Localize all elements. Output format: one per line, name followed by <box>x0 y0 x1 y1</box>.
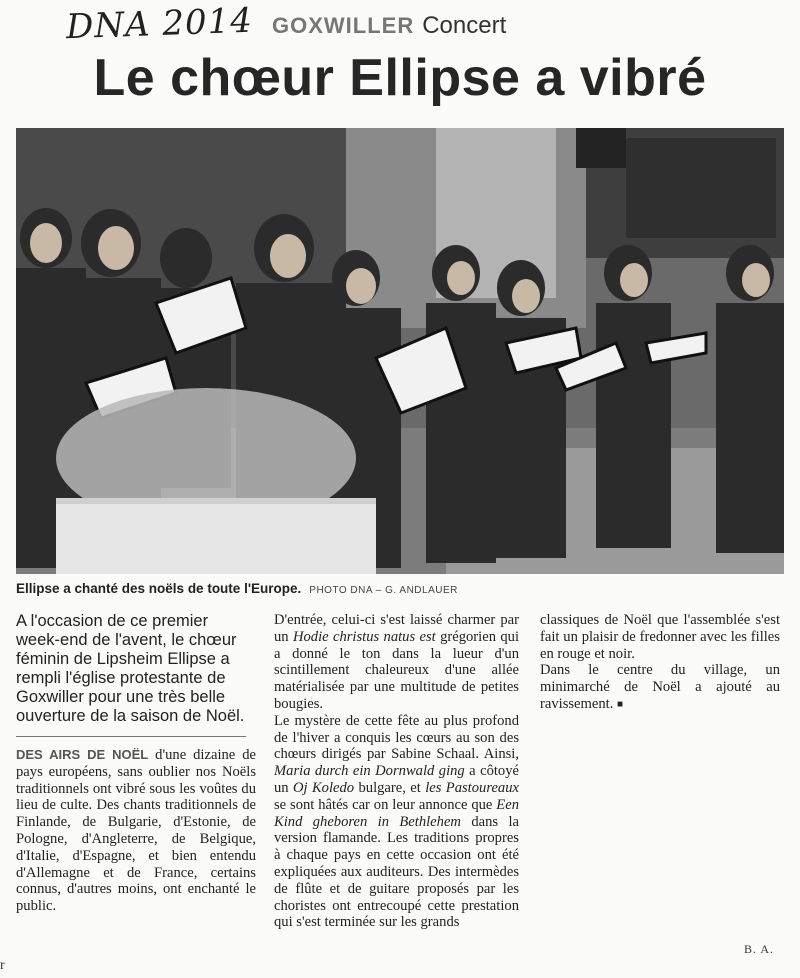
p3-text-b: a côtoyé un <box>274 763 519 796</box>
photo-credit: PHOTO DNA – G. ANDLAUER <box>309 585 458 596</box>
article-column-3 <box>540 612 780 714</box>
continued-text: plaisir <box>577 628 619 645</box>
article-paragraph-4 <box>540 662 780 713</box>
article-column-1 <box>16 612 256 915</box>
p2-text-a: D'entrée, celui-ci s'est laissé charmer par un <box>274 612 519 645</box>
continued-text: noir. <box>604 645 635 662</box>
continued-text: classiques <box>540 612 600 628</box>
article-kicker <box>272 12 506 40</box>
continued-text: s'est <box>750 612 780 628</box>
article-paragraph-1 <box>16 747 256 915</box>
p3-text-a: Le mystère de cette fête au plus profond de l'hiver a conquis les cœurs au son des chœurs dirigés par Sabine Schaal. Ainsi, <box>274 712 519 763</box>
continued-text: de <box>618 628 636 645</box>
continued-text: et <box>590 645 605 662</box>
p3-text-c: bulgare, et <box>354 779 426 796</box>
p3-text-d: se sont hâtés car on leur annonce que <box>274 796 497 813</box>
continued-text: l'assemblée <box>678 612 751 628</box>
p3-song-title-2: Oj Koledo <box>292 779 355 796</box>
p4-text: Dans le centre du village, un minimarché de Noël a ajouté au ravissement. <box>540 662 780 712</box>
p3-song-title-4: Een Kind gheboren in Bethlehem <box>274 796 519 830</box>
continued-text: un <box>559 628 578 645</box>
kicker-section: Concert <box>422 12 507 39</box>
end-mark-icon: ■ <box>617 698 624 710</box>
continued-text: de <box>599 612 619 628</box>
choir-photo-illustration <box>16 128 784 574</box>
continued-text: en <box>540 645 554 662</box>
p3-song-title-1: Maria durch ein Dornwald ging <box>274 763 465 780</box>
choir-photo <box>16 128 784 574</box>
photo-caption <box>16 580 458 598</box>
paragraph-1-text: d'une dizaine de pays européens, sans oublier nos Noëls traditionnels ont vibré sous les voûtes du lieu de culte. Des chants traditionnels de Finlande, de Bulgarie, d'Estonie, de Pologne, d'Angleterre, de Belgique, d'Italie, d'Espagne, et bien entendu d'Allemagne et de France, certains connus, d'autres moins, ont enchanté le public. <box>16 747 256 915</box>
article-column-2 <box>274 612 519 931</box>
continued-text: filles <box>746 628 780 645</box>
continued-paragraph <box>540 612 780 662</box>
edge-mark: r <box>0 958 5 973</box>
continued-text: Noël <box>618 612 652 628</box>
continued-text: rouge <box>553 645 591 662</box>
continued-text: fait <box>540 628 560 645</box>
p2-text-b: grégorien qui a donné le ton dans la lueur d'un scintillement chaleureux d'une allée matérialisée par une multitude de petites bougies. <box>274 628 519 712</box>
continued-text: fredonner <box>635 628 697 645</box>
p2-song-title: Hodie christus natus est <box>292 628 436 645</box>
continued-text: que <box>651 612 679 628</box>
lead-divider <box>16 736 246 737</box>
article-paragraph-3 <box>274 713 519 931</box>
kicker-place: GOXWILLER <box>272 13 415 38</box>
p3-text-e: dans la version flamande. Les traditions propres à chaque pays en cette occasion ont été expliquées aux auditeurs. Des intermèdes de flûte et de guitare proposés par les choristes ont entrecoupé cette prestation qui s'est terminée sur les grands <box>274 813 519 931</box>
author-signature: B. A. <box>744 942 775 956</box>
continued-text: les <box>726 628 747 645</box>
p3-song-title-3: les Pastoureaux <box>425 779 519 796</box>
article-paragraph-2 <box>274 612 519 713</box>
handwritten-note: DNA 2014 <box>65 0 254 48</box>
headline: Le chœur Ellipse a vibré <box>93 49 707 107</box>
section-label: DES AIRS DE NOËL <box>16 747 149 762</box>
caption-text: Ellipse a chanté des noëls de toute l'Europe. <box>16 581 302 596</box>
continued-text: avec <box>696 628 727 645</box>
article-lead: A l'occasion de ce premier week-end de l'avent, le chœur féminin de Lipsheim Ellipse a rempli l'église protestante de Goxwiller pour une très belle ouverture de la saison de Noël. <box>16 612 245 725</box>
